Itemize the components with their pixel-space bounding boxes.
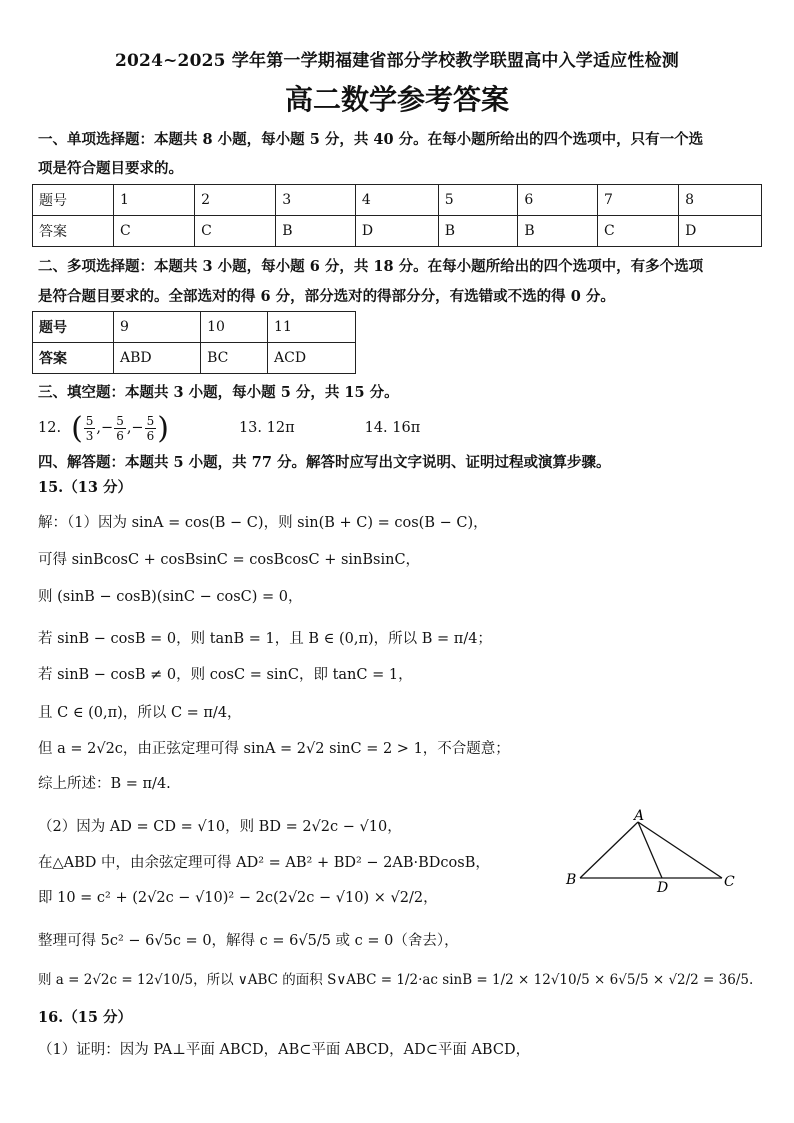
table-cell: 5 (438, 185, 518, 216)
table-cell: B (518, 216, 598, 247)
table-cell: B (276, 216, 356, 247)
q12-fraction-3: $\frac{5}{6}$ (146, 413, 155, 443)
table-cell: 9 (114, 312, 201, 343)
q15-heading: 15.（13 分） (38, 479, 132, 496)
table-cell: 6 (518, 185, 598, 216)
table-cell: 1 (114, 185, 195, 216)
table-cell: 2 (195, 185, 276, 216)
table-cell: 11 (268, 312, 356, 343)
q12-label: 12. (38, 420, 62, 436)
section2-answer-table (32, 311, 356, 374)
section1-heading-line2: 项是符合题目要求的。 (38, 160, 183, 177)
table-cell: 10 (201, 312, 268, 343)
table-cell: B (438, 216, 518, 247)
table-cell: 3 (276, 185, 356, 216)
section3-heading: 三、填空题：本题共 3 小题，每小题 5 分，共 15 分。 (38, 384, 399, 401)
table-cell: 题号 (33, 312, 114, 343)
solution-line: 解：（1）因为 sinA = cos(B − C)，则 sin(B + C) = cos(B − C)， (38, 515, 488, 531)
vertex-label-c: C (724, 874, 735, 890)
table-cell: ABD (114, 343, 201, 374)
section1-answer-table (32, 184, 762, 247)
solution-line: 若 sinB − cosB = 0，则 tanB = 1，且 B ∈ (0,π)，所以 B = π/4； (38, 631, 492, 647)
solution-line: 在△ABD 中，由余弦定理可得 AD² = AB² + BD² − 2AB·BDcosB， (38, 855, 490, 871)
segment-ab (580, 822, 638, 878)
table-cell: 8 (679, 185, 762, 216)
table-cell: 题号 (33, 185, 114, 216)
section2-heading-line2: 是符合题目要求的。全部选对的得 6 分，部分选对的得部分分，有选错或不选的得 0 分。 (38, 288, 615, 305)
table-row (33, 312, 356, 343)
vertex-label-d: D (657, 880, 669, 894)
section2-heading-line1: 二、多项选择题：本题共 3 小题，每小题 6 分，共 18 分。在每小题所给出的四个选项中，有多个选项 (38, 258, 704, 275)
q13-answer: 13. 12π (238, 420, 295, 436)
table-cell: C (114, 216, 195, 247)
section1-heading-line1: 一、单项选择题：本题共 8 小题，每小题 5 分，共 40 分。在每小题所给出的四个选项中，只有一个选 (38, 131, 704, 148)
solution-line: 整理可得 5c² − 6√5c = 0，解得 c = 6√5/5 或 c = 0（舍去）， (38, 933, 459, 949)
table-cell: 答案 (33, 216, 114, 247)
q12-fraction-1: $\frac{5}{3}$ (85, 413, 94, 443)
section4-heading: 四、解答题：本题共 5 小题，共 77 分。解答时应写出文字说明、证明过程或演算步骤。 (38, 454, 611, 471)
exam-subtitle: 2024~2025 学年第一学期福建省部分学校教学联盟高中入学适应性检测 (115, 51, 679, 71)
table-cell: 答案 (33, 343, 114, 374)
q12-fraction-2: $\frac{5}{6}$ (116, 413, 124, 443)
solution-line: 若 sinB − cosB ≠ 0，则 cosC = sinC，即 tanC = 1， (38, 667, 413, 683)
table-cell: C (598, 216, 679, 247)
vertex-label-b: B (566, 872, 577, 888)
vertex-label-a: A (634, 808, 645, 824)
table-cell: ACD (268, 343, 356, 374)
open-paren: ( (71, 410, 83, 446)
solution-line: 可得 sinBcosC + cosBsinC = cosBcosC + sinBsinC， (38, 552, 421, 568)
table-cell: BC (201, 343, 268, 374)
table-row (33, 185, 762, 216)
solution-line: 但 a = 2√2c，由正弦定理可得 sinA = 2√2 sinC = 2 > 1，不合题意； (38, 741, 510, 757)
solution-line: （1）证明：因为 PA⊥平面 ABCD，AB⊂平面 ABCD，AD⊂平面 ABCD， (38, 1042, 531, 1058)
solution-line: （2）因为 AD = CD = √10，则 BD = 2√2c − √10， (38, 819, 402, 835)
solution-line: 则 a = 2√2c = 12√10/5，所以 ∨ABC 的面积 S∨ABC = 1/2·ac sinB = 1/2 × 12√10/5 × 6√5/5 × √2/2 = 36/5. (38, 972, 754, 988)
table-cell: 7 (598, 185, 679, 216)
solution-line: 综上所述：B = π/4. (38, 776, 171, 792)
q16-heading: 16.（15 分） (38, 1009, 132, 1026)
triangle-figure (560, 808, 750, 894)
table-row (33, 216, 762, 247)
solution-line: 即 10 = c² + (2√2c − √10)² − 2c(2√2c − √10) × √2/2， (38, 890, 438, 906)
solution-line: 且 C ∈ (0,π)，所以 C = π/4， (38, 705, 242, 721)
q14-answer: 14. 16π (364, 420, 421, 436)
table-cell: 4 (355, 185, 438, 216)
table-cell: D (355, 216, 438, 247)
page-title: 高二数学参考答案 (284, 83, 509, 116)
solution-line: 则 (sinB − cosB)(sinC − cosC) = 0， (38, 589, 303, 605)
table-row (33, 343, 356, 374)
table-cell: D (679, 216, 762, 247)
table-cell: C (195, 216, 276, 247)
fill-in-answers-row: 12. ( $\frac{5}{3}$ ,− $\frac{5}{6}$ ,− $\frac{5}{6}$ ) 13. 12π 14. 16π (38, 410, 421, 446)
close-paren: ) (157, 410, 169, 446)
